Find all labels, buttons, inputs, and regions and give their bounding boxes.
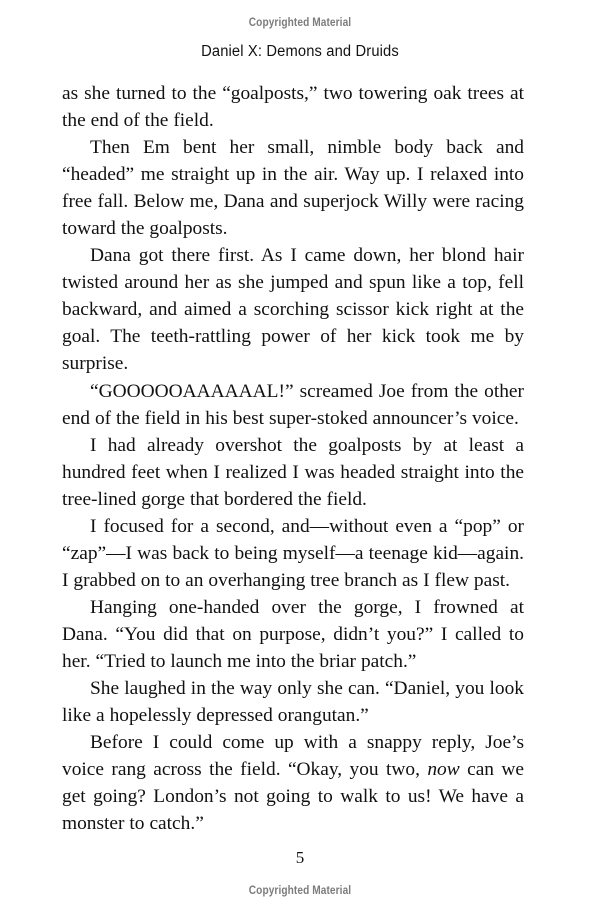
copyright-watermark-top: Copyrighted Material	[248, 17, 352, 29]
paragraph: Dana got there first. As I came down, her blond hair twisted around her as she jumped and spun like a top, fell backward, and aimed a scorching scissor kick right at the goal. The teeth-rattling power of her kick took me by surprise.	[62, 245, 524, 375]
body-text-block	[62, 80, 524, 837]
copyright-watermark-bottom: Copyrighted Material	[248, 885, 352, 897]
paragraph: Then Em bent her small, nimble body back and “headed” me straight up in the air. Way up. I relaxed into free fall. Below me, Dana and superjock Willy were racing toward the goalposts.	[62, 137, 524, 240]
paragraph: “GOOOOOAAAAAAL!” screamed Joe from the other end of the field in his best super-stoked announcer’s voice.	[62, 380, 524, 429]
paragraph: I focused for a second, and—without even a “pop” or “zap”—I was back to being myself—a teenage kid—again. I grabbed on to an overhanging tree branch as I flew past.	[62, 515, 524, 591]
paragraph-with-emphasis: Before I could come up with a snappy reply, Joe’s voice rang across the field. “Okay, you two, now can we get going? London’s not going to walk to us! We have a monster to catch.”	[62, 732, 524, 835]
paragraph: Hanging one-handed over the gorge, I frowned at Dana. “You did that on purpose, didn’t you?” I called to her. “Tried to launch me into the briar patch.”	[62, 596, 524, 672]
page-number: 5	[295, 848, 305, 867]
paragraph: I had already overshot the goalposts by at least a hundred feet when I realized I was headed straight into the tree-lined gorge that bordered the field.	[62, 434, 524, 510]
running-head-title: Daniel X: Demons and Druids	[201, 43, 399, 60]
paragraph: She laughed in the way only she can. “Daniel, you look like a hopelessly depressed orangutan.”	[62, 678, 524, 727]
paragraph-continued: as she turned to the “goalposts,” two towering oak trees at the end of the field.	[62, 83, 524, 132]
